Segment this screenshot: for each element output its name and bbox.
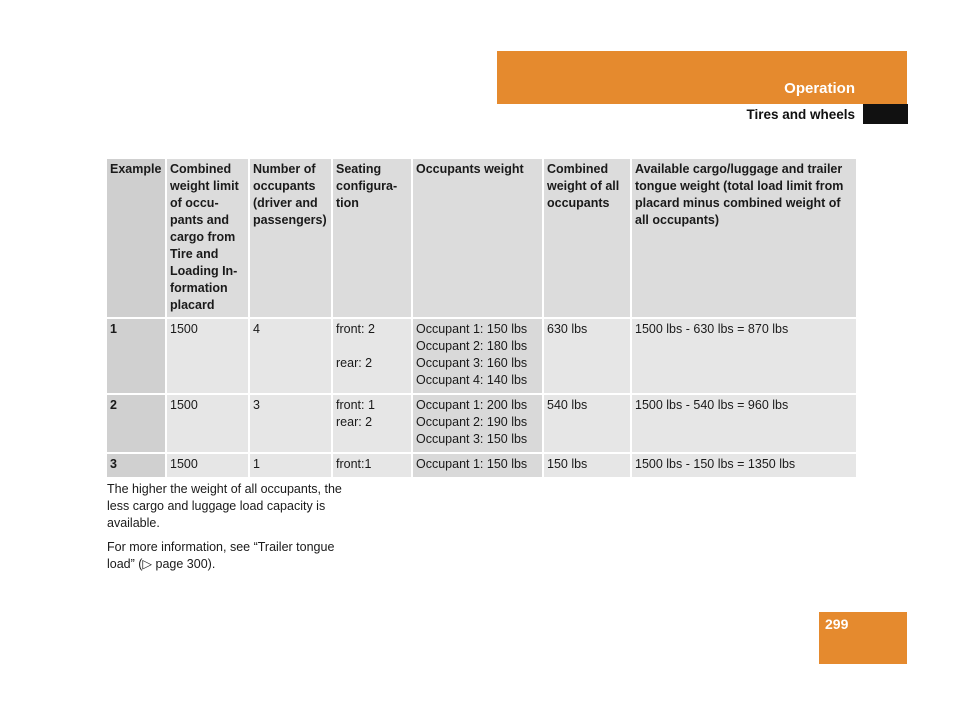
occupants-weight [412,453,543,478]
table-row [107,318,856,394]
column-header-occupants-weight: Occupants weight [412,159,543,318]
seating-line: rear: 2 [336,356,373,370]
occupant-weight-line: Occupant 2: 180 lbs [416,339,528,353]
available-cargo: 1500 lbs - 150 lbs = 1350 lbs [631,453,856,478]
page-number: 299 [825,616,849,632]
example-number: 1 [107,318,166,394]
combined-weight: 150 lbs [543,453,631,478]
column-header-example: Example [107,159,166,318]
page-number-box [819,612,907,664]
seating-line: front: 2 [336,322,375,336]
table-row [107,453,856,478]
table-header-row [107,159,856,318]
occupant-weight-line: Occupant 1: 200 lbs [416,398,528,412]
available-cargo: 1500 lbs - 540 lbs = 960 lbs [631,394,856,453]
subsection-title: Tires and wheels [746,107,855,122]
occupants-weight [412,394,543,453]
occupant-count: 1 [249,453,332,478]
occupant-weight-line: Occupant 2: 190 lbs [416,415,528,429]
seating-configuration [332,318,412,394]
occupant-weight-line: Occupant 3: 160 lbs [416,356,528,370]
occupant-count: 4 [249,318,332,394]
weight-limit: 1500 [166,453,249,478]
section-header-bar [497,51,907,104]
combined-weight: 630 lbs [543,318,631,394]
seating-configuration [332,453,412,478]
example-number: 2 [107,394,166,453]
occupant-weight-line: Occupant 1: 150 lbs [416,322,528,336]
column-header-weight-limit: Combined weight limit of occu- pants and cargo from Tire and Loading In- formation placard [166,159,249,318]
example-number: 3 [107,453,166,478]
occupant-weight-line: Occupant 1: 150 lbs [416,457,528,471]
load-example-table [107,159,856,479]
occupant-weight-line: Occupant 4: 140 lbs [416,373,528,387]
weight-limit: 1500 [166,394,249,453]
column-header-available-cargo: Available cargo/luggage and trailer tongue weight (total load limit from placard minus combined weight of all occupants) [631,159,856,318]
table-row [107,394,856,453]
column-header-combined-weight: Combined weight of all occupants [543,159,631,318]
seating-line: front: 1 [336,398,375,412]
occupant-weight-line: Occupant 3: 150 lbs [416,432,528,446]
seating-line: front:1 [336,457,372,471]
occupants-weight [412,318,543,394]
section-title: Operation [784,80,855,97]
seating-line: rear: 2 [336,415,373,429]
combined-weight: 540 lbs [543,394,631,453]
occupant-count: 3 [249,394,332,453]
section-tab-marker [863,104,908,124]
note-paragraph: The higher the weight of all occupants, the less cargo and luggage load capacity is available. [107,482,342,530]
column-header-seating: Seating configura- tion [332,159,412,318]
seating-spacer [336,338,408,355]
seating-configuration [332,394,412,453]
note-paragraph-reference: For more information, see “Trailer tongue load” (▷ page 300). [107,540,335,571]
available-cargo: 1500 lbs - 630 lbs = 870 lbs [631,318,856,394]
column-header-occupant-count: Number of occupants (driver and passengers) [249,159,332,318]
weight-limit: 1500 [166,318,249,394]
